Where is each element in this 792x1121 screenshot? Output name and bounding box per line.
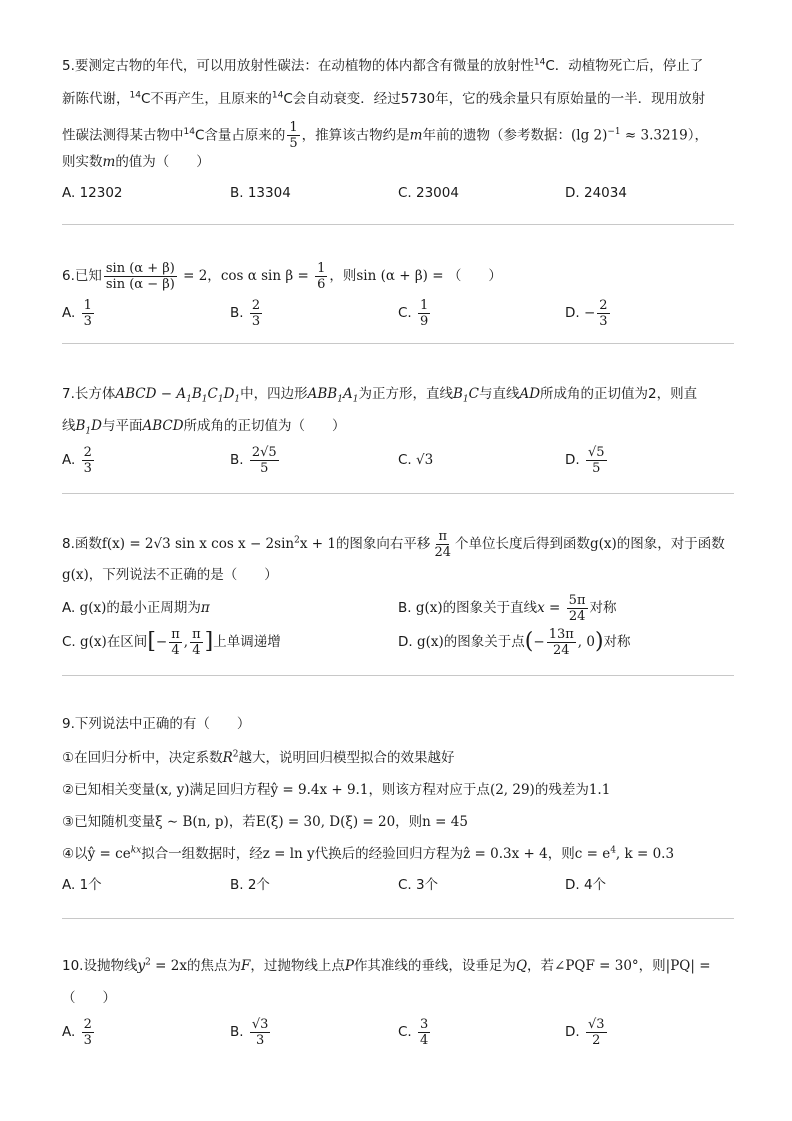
option-letter: A. [62,305,76,321]
q9-option-b: B. 2个 [230,877,270,893]
superscript: −1 [607,127,621,137]
text: ）， [687,127,709,144]
numerator: 2 [599,297,608,313]
denominator: 5 [592,460,601,476]
q8-option-d: D. g(x)的图象关于点(− $\frac{13\pi}{24}$ , 0)对称 [398,626,631,658]
math: |PQ| = [665,958,711,974]
option-letter: B. [230,1024,244,1040]
math: z = ln y [262,846,315,862]
q8-line-1 [62,527,725,561]
math: $B_1C$ [452,386,479,405]
text: ②已知相关变量 [62,782,156,798]
denominator: 24 [568,608,586,624]
denominator: 4 [420,1032,429,1048]
text: 作其准线的垂线，设垂足为 [353,958,516,974]
question-6 [62,252,734,336]
math: = 2x [150,958,187,974]
math: g(x) [79,600,107,616]
text: 的图象，对于函数 [616,536,725,552]
q10-option-c [398,1014,432,1050]
q8-option-c: C. g(x)在区间[− $\frac{\pi}{4}$ , $\frac{\pi}{4}$ ]上单调递增 [62,626,281,658]
text: ，则该方程对应于点 [368,782,490,798]
text: 越大，说明回归模型拟合的效果越好 [238,750,455,766]
text: 6.已知 [62,268,102,284]
numerator: 1 [317,260,326,276]
numerator: 3 [420,1016,429,1032]
text: 的图象关于点 [443,634,525,650]
math: g(x) [415,600,443,616]
denominator: 4 [171,642,180,658]
denominator: sin (α − β) [105,276,175,292]
text: 的最小正周期为 [106,600,201,616]
numerator: sin (α + β) [105,260,175,276]
question-10 [62,956,734,1066]
q9-statement-3 [62,812,468,832]
numerator: √3 [587,1016,605,1032]
q9-statement-4 [62,844,674,864]
fraction [82,298,94,329]
fraction [418,1017,430,1048]
denominator: 24 [434,544,451,560]
q5-option-b: B. 13304 [230,185,291,201]
math [102,536,336,552]
q7-option-c [398,442,433,478]
q5-option-c: C. 23004 [398,185,459,201]
option-letter: B. [230,452,244,468]
q7-line-1 [62,384,697,404]
numerator: 2 [83,1016,92,1032]
text: 对称 [603,634,631,650]
q9-statement-2 [62,780,610,800]
fraction [586,1017,607,1048]
math: (lg 2) [570,127,608,144]
text: 上单调递增 [213,634,281,650]
text: 拟合一组数据时，经 [141,846,263,862]
fraction [190,627,203,658]
text: ，则 [329,268,357,284]
math: E(ξ) = 30, D(ξ) = 20 [255,814,396,830]
option-letter: B. [230,305,244,321]
option-letter: A. [62,600,76,616]
superscript: 14 [129,90,141,101]
q5-option-a: A. 12302 [62,185,123,201]
q5-line-1 [62,56,703,76]
text: 为正方形，直线 [358,386,453,402]
q7-option-b [230,442,281,478]
text: ，下列说法不正确的是（ ） [88,567,278,583]
denominator: 5 [289,136,298,151]
math: g(x) [80,634,107,650]
math: , k = 0.3 [615,846,675,862]
superscript: 14 [271,90,284,101]
q8-line-2 [62,565,278,585]
fraction [567,593,588,624]
q10-option-a [62,1014,96,1050]
text: 5.要测定古物的年代，可以用放射性碳法：在动植物的体内都含有微量的放射性 [62,58,534,74]
fraction [586,445,607,476]
text: C不再产生，且原来的 [140,91,272,107]
text: ，若 [527,958,555,974]
denominator: 4 [192,642,201,658]
text: ①在回归分析中，决定系数 [62,750,223,766]
fraction [287,120,299,151]
fraction [250,298,262,329]
text: 个单位长度后得到函数 [454,536,590,552]
math: ẑ = 0.3x + 4 [463,846,548,862]
math: ABCD − $A_1B_1C_1D_1$ [115,386,241,405]
option-letter: D. [565,1024,580,1040]
divider [62,918,734,919]
fraction [597,298,609,329]
text: 与平面 [101,418,143,434]
numerator: π [192,626,201,642]
option-letter: C. [62,634,76,650]
math: x = [537,600,565,616]
text: ，则 [547,846,575,862]
superscript: 14 [183,127,195,137]
numerator: π [438,528,447,544]
numerator: 2 [251,297,261,313]
text: 10.设抛物线 [62,958,138,974]
fraction [169,627,182,658]
q7-option-a [62,442,96,478]
fraction [104,261,177,292]
text: 8.函数 [62,536,102,552]
fraction [547,627,576,658]
numerator: √5 [587,444,605,460]
fraction [82,445,94,476]
math: R [222,750,233,766]
q6-option-c [398,296,432,330]
text: ，则 [638,958,666,974]
text: 新陈代谢， [62,91,130,107]
denominator: 6 [317,276,326,292]
text: 所成角的正切值为（ ） [183,418,346,434]
superscript: 14 [533,57,546,68]
math: ≈ 3.3219 [620,127,688,144]
q10-line-1 [62,956,711,976]
minus-sign: − [583,305,596,321]
text: ，过抛物线上点 [250,958,345,974]
q7-line-2 [62,416,346,436]
math-text: f(x) = 2√3 sin x cos x − 2sin [101,536,295,552]
denominator: 3 [83,313,92,329]
numerator: 2√5 [251,444,277,460]
numerator: 13π [548,626,574,642]
numerator: 2 [83,444,92,460]
q6-option-a [62,296,96,330]
text: ，则 [395,814,423,830]
superscript: 2 [232,749,239,760]
fraction [82,1017,94,1048]
option-letter: D. [565,452,580,468]
math-var: m [409,127,423,144]
divider [62,675,734,676]
divider [62,224,734,225]
text: 的焦点为 [186,958,241,974]
q9-statement-1 [62,748,455,768]
denominator: 2 [592,1032,601,1048]
math: ŷ = 9.4x + 9.1 [270,782,369,798]
numerator: π [171,626,180,642]
math: , 0 [577,634,595,650]
option-letter: D. [565,305,580,321]
math: $B_1D$ [75,418,102,437]
text: 则实数 [62,154,103,170]
q9-option-c: C. 3个 [398,877,439,893]
q5-line-2 [62,89,705,109]
superscript: kx [130,845,142,856]
q9-option-d: D. 4个 [565,877,607,893]
text: C．动植物死亡后，停止了 [545,58,704,74]
denominator: 5 [260,460,269,476]
text: 满足回归方程 [189,782,271,798]
fraction [432,529,453,560]
denominator: 3 [83,1032,92,1048]
q6-option-b [230,296,264,330]
text: 的值为（ ） [115,154,210,170]
text: ④以 [62,846,88,862]
superscript: 2 [145,957,151,968]
text: 对称 [589,600,617,616]
denominator: 3 [599,313,608,329]
fraction [418,298,430,329]
text: 的残差为 [534,782,589,798]
option-letter: C. [398,305,412,321]
text: 所成角的正切值为2，则直 [540,386,698,402]
math: g(x) [62,567,89,583]
text: （ ） [447,268,502,284]
math: AD [519,386,541,402]
q9-title: 9.下列说法中正确的有（ ） [62,716,251,732]
math-text: ABCD − A [115,386,187,402]
math-var: m [102,154,116,170]
numerator: √3 [251,1016,269,1032]
text: 年前的遗物（参考数据： [422,127,571,144]
math: (2, 29) [489,782,535,798]
denominator: 9 [420,313,429,329]
fraction [250,445,279,476]
question-9 [62,714,734,894]
text: 性碳法测得某古物中 [62,127,184,144]
text: 的图象关于直线 [442,600,538,616]
q10-option-b [230,1014,272,1050]
question-5 [62,52,734,222]
math: (x, y) [155,782,190,798]
text: ③已知随机变量 [62,814,156,830]
math: n = 45 [422,814,468,830]
math: c = e [574,846,611,862]
q10-option-d [565,1014,609,1050]
math: = 2， [178,268,221,284]
option-letter: D. [398,634,413,650]
numerator: 5π [568,592,586,608]
text: 代换后的经验回归方程为 [314,846,464,862]
q5-line-4 [62,152,210,172]
text: 在区间 [106,634,148,650]
math: g(x) [416,634,444,650]
numerator: 1 [83,297,92,313]
math: $ABB_1A_1$ [307,386,359,405]
text: 的图象向右平移 [335,536,431,552]
divider [62,343,734,344]
divider [62,493,734,494]
numerator: 1 [420,297,429,313]
q9-option-a: A. 1个 [62,877,102,893]
math: √3 [416,452,434,468]
math: sin (α + β) = [356,268,448,284]
text: 7.长方体 [62,386,116,402]
q7-option-d [565,442,609,478]
q6-option-d [565,296,612,330]
math: ŷ = ce [87,846,131,862]
q8-option-a [62,591,210,625]
question-8 [62,527,734,667]
option-letter: C. [398,452,412,468]
math: y [137,958,146,974]
math: F [240,958,251,974]
text: ，推算该古物约是 [301,127,410,144]
text: C含量占原来的 [194,127,286,144]
denominator: 3 [251,313,261,329]
math: P [344,958,354,974]
option-letter: A. [62,452,76,468]
text: 与直线 [478,386,520,402]
superscript: 2 [294,535,300,546]
q5-option-d: D. 24034 [565,185,627,201]
math: π [200,600,210,616]
fraction [250,1017,271,1048]
q10-line-2: （ ） [62,990,116,1006]
text: ，若 [228,814,256,830]
option-letter: A. [62,1024,76,1040]
math: Q [515,958,528,974]
question-7 [62,380,734,484]
math: ∠PQF = 30° [554,958,639,974]
numerator: 1 [289,120,298,135]
math: ABCD [142,418,184,434]
q8-option-b [398,591,617,625]
superscript: 4 [610,845,616,856]
math: g(x) [589,536,617,552]
fraction [315,261,327,292]
q6-line-1 [62,256,502,296]
text: 线 [62,418,76,434]
text: 中，四边形 [240,386,308,402]
math: 1.1 [588,782,611,798]
denominator: 3 [83,460,92,476]
math: cos α sin β = [220,268,314,284]
text: C会自动衰变．经过5730年，它的残余量只有原始量的一半．现用放射 [283,91,706,107]
option-letter: C. [398,1024,412,1040]
math-text: x + 1 [299,536,336,552]
q5-line-3 [62,120,708,151]
math: ξ ∼ B(n, p) [155,814,229,830]
denominator: 24 [552,642,570,658]
denominator: 3 [256,1032,265,1048]
option-letter: B. [398,600,412,616]
